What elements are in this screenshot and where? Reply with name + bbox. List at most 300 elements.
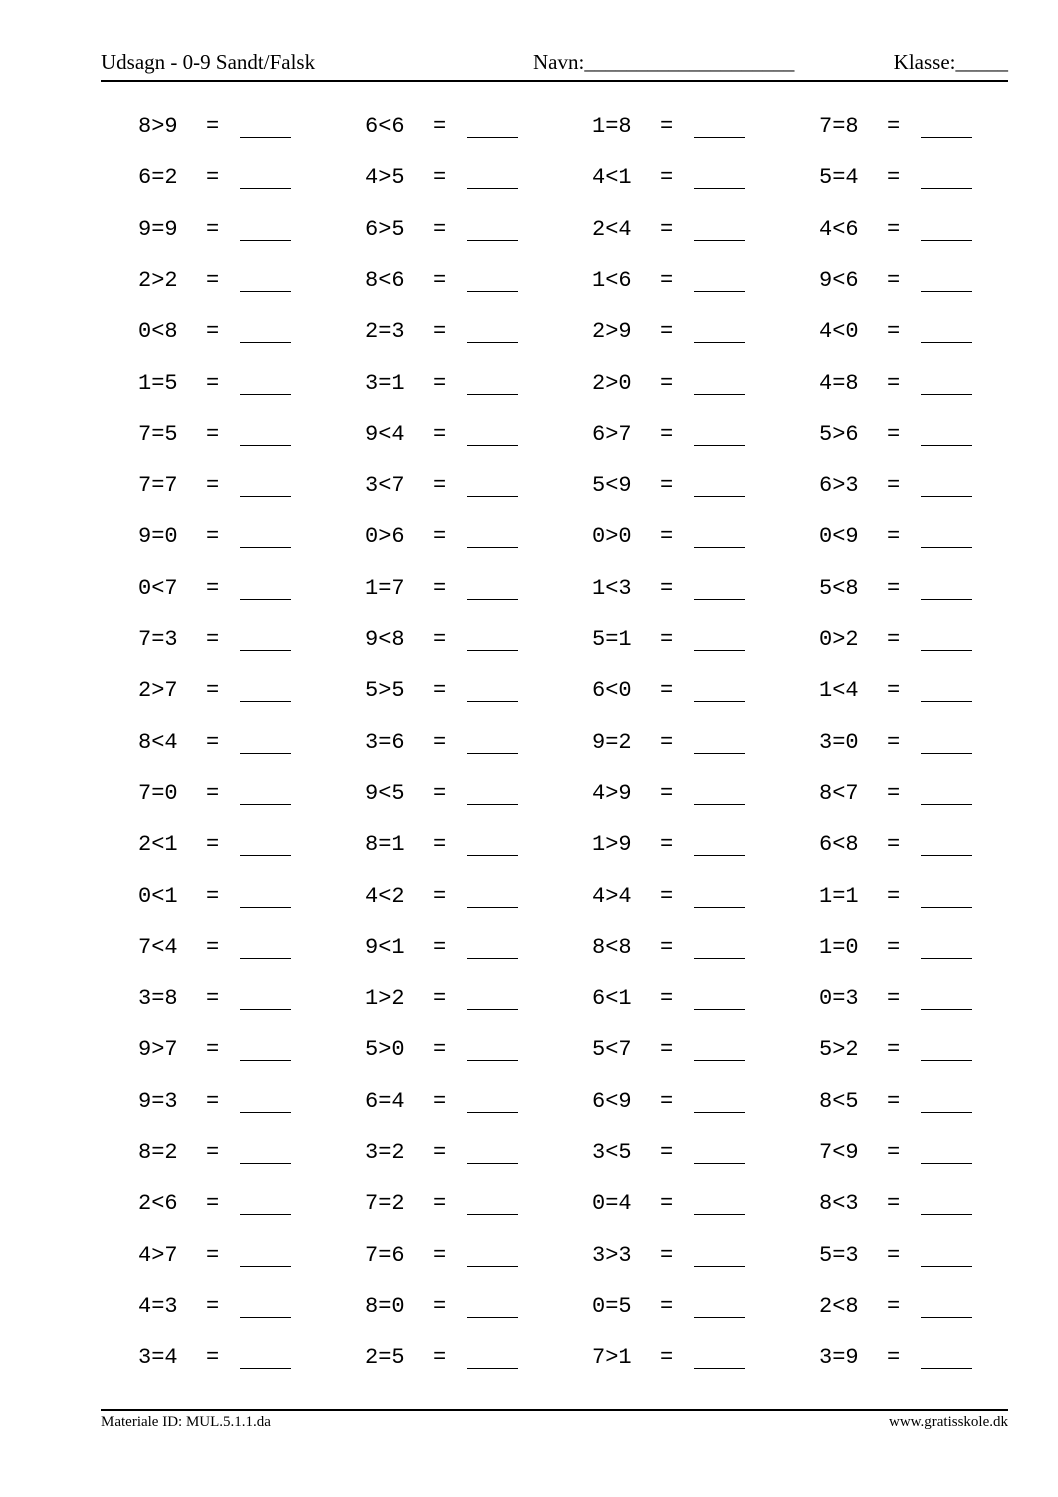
exercise-item <box>365 1338 575 1378</box>
statement: 6>5 <box>365 216 405 242</box>
statement: 5>5 <box>365 678 405 704</box>
equals-sign: = <box>206 524 220 550</box>
exercise-item <box>138 1133 348 1173</box>
exercise-item <box>138 261 348 301</box>
statement: 6=2 <box>138 165 178 191</box>
statement: 9<8 <box>365 627 405 652</box>
answer-blank <box>467 958 518 959</box>
exercise-row <box>138 825 998 865</box>
answer-blank <box>921 753 972 754</box>
exercise-item <box>592 312 802 352</box>
statement: 5<9 <box>592 473 632 499</box>
statement: 1>9 <box>592 832 632 858</box>
answer-blank <box>921 1368 972 1369</box>
equals-sign: = <box>206 370 220 396</box>
exercise-item <box>592 1236 802 1276</box>
statement: 7=6 <box>365 1242 405 1268</box>
exercise-item <box>819 620 1029 660</box>
statement: 3<5 <box>592 1140 632 1165</box>
exercise-item <box>592 569 802 609</box>
equals-sign: = <box>887 1191 901 1217</box>
answer-blank <box>694 496 745 497</box>
answer-blank <box>467 291 518 292</box>
exercise-item <box>592 158 802 198</box>
equals-sign: = <box>887 473 901 499</box>
answer-blank <box>694 753 745 754</box>
statement: 2=5 <box>365 1345 405 1371</box>
statement: 7=3 <box>138 627 178 652</box>
statement: 8>9 <box>138 114 178 139</box>
equals-sign: = <box>660 1140 674 1165</box>
answer-blank <box>921 855 972 856</box>
statement: 9=0 <box>138 524 178 550</box>
statement: 8<3 <box>819 1191 859 1217</box>
exercise-item <box>819 210 1029 250</box>
exercise-item <box>365 466 575 506</box>
answer-blank <box>240 1112 291 1113</box>
statement: 6<8 <box>819 832 859 858</box>
equals-sign: = <box>206 1037 220 1063</box>
equals-sign: = <box>887 1037 901 1063</box>
statement: 8=0 <box>365 1293 405 1319</box>
statement: 1<3 <box>592 575 632 601</box>
equals-sign: = <box>206 421 220 447</box>
exercise-item <box>819 979 1029 1019</box>
exercise-item <box>365 158 575 198</box>
header-divider <box>101 80 1008 82</box>
statement: 7<4 <box>138 934 178 960</box>
answer-blank <box>921 547 972 548</box>
statement: 3=0 <box>819 729 859 755</box>
exercise-item <box>592 877 802 917</box>
answer-blank <box>694 1266 745 1267</box>
exercise-row <box>138 1338 998 1378</box>
equals-sign: = <box>887 934 901 960</box>
answer-blank <box>694 1368 745 1369</box>
exercise-item <box>138 774 348 814</box>
equals-sign: = <box>887 883 901 909</box>
answer-blank <box>467 1163 518 1164</box>
exercise-item <box>819 158 1029 198</box>
answer-blank <box>921 445 972 446</box>
answer-blank <box>240 445 291 446</box>
exercise-item <box>365 620 575 660</box>
equals-sign: = <box>660 575 674 601</box>
answer-blank <box>921 1009 972 1010</box>
exercise-item <box>592 620 802 660</box>
statement: 9<6 <box>819 267 859 293</box>
exercise-item <box>365 1184 575 1224</box>
exercise-item <box>138 1338 348 1378</box>
answer-blank <box>467 1060 518 1061</box>
equals-sign: = <box>660 780 674 806</box>
exercise-row <box>138 928 998 968</box>
answer-blank <box>921 1112 972 1113</box>
equals-sign: = <box>433 934 447 960</box>
answer-blank <box>921 342 972 343</box>
equals-sign: = <box>433 1140 447 1165</box>
statement: 8<4 <box>138 729 178 755</box>
worksheet-header <box>101 46 1008 80</box>
statement: 4=8 <box>819 370 859 396</box>
statement: 0=3 <box>819 986 859 1012</box>
statement: 6=4 <box>365 1088 405 1114</box>
statement: 6>3 <box>819 473 859 499</box>
equals-sign: = <box>206 1088 220 1114</box>
answer-blank <box>694 445 745 446</box>
answer-blank <box>694 240 745 241</box>
equals-sign: = <box>433 421 447 447</box>
answer-blank <box>921 1163 972 1164</box>
exercise-item <box>819 1133 1029 1173</box>
exercise-item <box>819 877 1029 917</box>
exercise-item <box>592 466 802 506</box>
exercise-row <box>138 466 998 506</box>
exercise-row <box>138 723 998 763</box>
answer-blank <box>694 1214 745 1215</box>
answer-blank <box>467 1317 518 1318</box>
statement: 2<4 <box>592 216 632 242</box>
answer-blank <box>240 1317 291 1318</box>
equals-sign: = <box>433 1293 447 1319</box>
exercise-item <box>138 671 348 711</box>
statement: 2=3 <box>365 319 405 345</box>
statement: 3<7 <box>365 473 405 499</box>
statement: 4>4 <box>592 883 632 909</box>
statement: 8<5 <box>819 1088 859 1114</box>
equals-sign: = <box>887 729 901 755</box>
answer-blank <box>921 599 972 600</box>
equals-sign: = <box>433 1191 447 1217</box>
equals-sign: = <box>433 678 447 704</box>
answer-blank <box>240 1163 291 1164</box>
answer-blank <box>694 958 745 959</box>
exercise-row <box>138 1030 998 1070</box>
equals-sign: = <box>433 1345 447 1371</box>
equals-sign: = <box>887 319 901 345</box>
statement: 6<9 <box>592 1088 632 1114</box>
answer-blank <box>240 753 291 754</box>
answer-blank <box>921 650 972 651</box>
exercise-item <box>819 415 1029 455</box>
exercise-item <box>138 928 348 968</box>
equals-sign: = <box>887 678 901 704</box>
exercise-item <box>138 107 348 147</box>
answer-blank <box>694 804 745 805</box>
statement: 0=5 <box>592 1293 632 1319</box>
exercise-item <box>365 1133 575 1173</box>
exercise-item <box>365 415 575 455</box>
exercise-item <box>138 1184 348 1224</box>
statement: 7=0 <box>138 780 178 806</box>
answer-blank <box>240 958 291 959</box>
statement: 7=5 <box>138 421 178 447</box>
answer-blank <box>240 650 291 651</box>
equals-sign: = <box>660 1037 674 1063</box>
answer-blank <box>240 855 291 856</box>
statement: 7<9 <box>819 1140 859 1165</box>
answer-blank <box>467 342 518 343</box>
statement: 5=3 <box>819 1242 859 1268</box>
exercise-item <box>592 210 802 250</box>
exercise-row <box>138 1236 998 1276</box>
exercise-row <box>138 1184 998 1224</box>
statement: 1=0 <box>819 934 859 960</box>
statement: 4=3 <box>138 1293 178 1319</box>
answer-blank <box>240 1214 291 1215</box>
answer-blank <box>240 188 291 189</box>
exercise-item <box>592 364 802 404</box>
equals-sign: = <box>206 934 220 960</box>
exercise-row <box>138 312 998 352</box>
equals-sign: = <box>887 267 901 293</box>
equals-sign: = <box>887 114 901 139</box>
answer-blank <box>921 1060 972 1061</box>
equals-sign: = <box>433 1242 447 1268</box>
exercise-item <box>592 928 802 968</box>
statement: 8<8 <box>592 934 632 960</box>
exercise-item <box>819 723 1029 763</box>
exercise-item <box>819 1236 1029 1276</box>
exercise-row <box>138 620 998 660</box>
equals-sign: = <box>433 883 447 909</box>
equals-sign: = <box>660 1345 674 1371</box>
exercise-item <box>592 261 802 301</box>
answer-blank <box>921 1266 972 1267</box>
statement: 2>2 <box>138 267 178 293</box>
exercise-item <box>138 210 348 250</box>
answer-blank <box>921 394 972 395</box>
exercise-item <box>819 466 1029 506</box>
equals-sign: = <box>206 216 220 242</box>
statement: 8<7 <box>819 780 859 806</box>
exercise-item <box>138 158 348 198</box>
equals-sign: = <box>660 678 674 704</box>
statement: 2<1 <box>138 832 178 858</box>
answer-blank <box>467 907 518 908</box>
answer-blank <box>467 445 518 446</box>
statement: 4>7 <box>138 1242 178 1268</box>
exercise-item <box>365 569 575 609</box>
equals-sign: = <box>887 575 901 601</box>
answer-blank <box>694 394 745 395</box>
exercise-item <box>138 312 348 352</box>
statement: 5=4 <box>819 165 859 191</box>
exercise-item <box>365 517 575 557</box>
answer-blank <box>694 1009 745 1010</box>
answer-blank <box>240 701 291 702</box>
answer-blank <box>467 701 518 702</box>
exercise-row <box>138 979 998 1019</box>
equals-sign: = <box>433 319 447 345</box>
exercise-item <box>138 620 348 660</box>
equals-sign: = <box>887 1242 901 1268</box>
statement: 8<6 <box>365 267 405 293</box>
statement: 6<1 <box>592 986 632 1012</box>
exercise-item <box>138 364 348 404</box>
answer-blank <box>467 1112 518 1113</box>
equals-sign: = <box>433 575 447 601</box>
answer-blank <box>467 137 518 138</box>
exercise-row <box>138 1287 998 1327</box>
equals-sign: = <box>887 986 901 1012</box>
exercise-item <box>819 261 1029 301</box>
statement: 2<6 <box>138 1191 178 1217</box>
equals-sign: = <box>660 370 674 396</box>
exercise-item <box>138 415 348 455</box>
answer-blank <box>467 1368 518 1369</box>
answer-blank <box>467 804 518 805</box>
exercise-row <box>138 158 998 198</box>
statement: 0>6 <box>365 524 405 550</box>
exercise-row <box>138 774 998 814</box>
exercise-item <box>819 1082 1029 1122</box>
statement: 1=8 <box>592 114 632 139</box>
equals-sign: = <box>660 216 674 242</box>
exercise-item <box>819 364 1029 404</box>
equals-sign: = <box>887 780 901 806</box>
answer-blank <box>240 137 291 138</box>
exercise-item <box>365 312 575 352</box>
statement: 1<6 <box>592 267 632 293</box>
equals-sign: = <box>433 832 447 858</box>
exercise-item <box>592 1184 802 1224</box>
equals-sign: = <box>887 165 901 191</box>
answer-blank <box>694 1163 745 1164</box>
statement: 9=3 <box>138 1088 178 1114</box>
material-id: Materiale ID: MUL.5.1.1.da <box>101 1414 271 1430</box>
equals-sign: = <box>887 1293 901 1319</box>
equals-sign: = <box>660 883 674 909</box>
exercise-item <box>138 569 348 609</box>
statement: 3=4 <box>138 1345 178 1371</box>
exercise-item <box>819 1030 1029 1070</box>
answer-blank <box>240 1368 291 1369</box>
exercise-item <box>592 774 802 814</box>
answer-blank <box>921 291 972 292</box>
exercise-row <box>138 364 998 404</box>
equals-sign: = <box>206 678 220 704</box>
equals-sign: = <box>433 165 447 191</box>
exercise-item <box>138 1030 348 1070</box>
exercise-item <box>819 312 1029 352</box>
answer-blank <box>240 394 291 395</box>
statement: 9<1 <box>365 934 405 960</box>
exercise-item <box>138 517 348 557</box>
exercise-item <box>138 979 348 1019</box>
statement: 1=1 <box>819 883 859 909</box>
exercise-item <box>819 517 1029 557</box>
equals-sign: = <box>433 370 447 396</box>
statement: 7>1 <box>592 1345 632 1371</box>
equals-sign: = <box>206 165 220 191</box>
equals-sign: = <box>660 114 674 139</box>
equals-sign: = <box>433 729 447 755</box>
equals-sign: = <box>206 575 220 601</box>
statement: 3=1 <box>365 370 405 396</box>
answer-blank <box>694 1112 745 1113</box>
equals-sign: = <box>206 1191 220 1217</box>
answer-blank <box>240 1266 291 1267</box>
exercise-item <box>592 979 802 1019</box>
statement: 3>3 <box>592 1242 632 1268</box>
answer-blank <box>467 547 518 548</box>
statement: 0<9 <box>819 524 859 550</box>
equals-sign: = <box>206 780 220 806</box>
answer-blank <box>467 650 518 651</box>
exercise-item <box>592 517 802 557</box>
equals-sign: = <box>206 729 220 755</box>
statement: 4<0 <box>819 319 859 345</box>
equals-sign: = <box>206 1345 220 1371</box>
answer-blank <box>467 1214 518 1215</box>
exercise-item <box>138 877 348 917</box>
exercise-item <box>819 1184 1029 1224</box>
exercise-item <box>365 1236 575 1276</box>
answer-blank <box>921 701 972 702</box>
answer-blank <box>467 1266 518 1267</box>
statement: 2>7 <box>138 678 178 704</box>
answer-blank <box>467 1009 518 1010</box>
equals-sign: = <box>206 1140 220 1165</box>
equals-sign: = <box>206 114 220 139</box>
exercise-item <box>138 466 348 506</box>
exercise-item <box>365 825 575 865</box>
statement: 7=7 <box>138 473 178 499</box>
equals-sign: = <box>887 370 901 396</box>
exercise-item <box>365 877 575 917</box>
footer-divider <box>101 1409 1008 1411</box>
equals-sign: = <box>887 1088 901 1114</box>
answer-blank <box>467 240 518 241</box>
statement: 5>6 <box>819 421 859 447</box>
answer-blank <box>921 240 972 241</box>
exercise-item <box>138 1236 348 1276</box>
exercise-item <box>365 979 575 1019</box>
statement: 0=4 <box>592 1191 632 1217</box>
statement: 3=2 <box>365 1140 405 1165</box>
exercise-row <box>138 1082 998 1122</box>
statement: 2>0 <box>592 370 632 396</box>
statement: 6>7 <box>592 421 632 447</box>
equals-sign: = <box>887 421 901 447</box>
exercise-item <box>819 1287 1029 1327</box>
exercise-item <box>592 1030 802 1070</box>
exercise-item <box>365 723 575 763</box>
answer-blank <box>240 804 291 805</box>
equals-sign: = <box>660 1088 674 1114</box>
exercise-item <box>592 1082 802 1122</box>
statement: 1<4 <box>819 678 859 704</box>
equals-sign: = <box>660 165 674 191</box>
exercise-item <box>138 825 348 865</box>
answer-blank <box>467 188 518 189</box>
statement: 0>0 <box>592 524 632 550</box>
answer-blank <box>240 599 291 600</box>
equals-sign: = <box>206 267 220 293</box>
answer-blank <box>694 137 745 138</box>
statement: 7=8 <box>819 114 859 139</box>
answer-blank <box>921 1317 972 1318</box>
equals-sign: = <box>887 627 901 652</box>
equals-sign: = <box>206 319 220 345</box>
statement: 5>2 <box>819 1037 859 1063</box>
statement: 3=8 <box>138 986 178 1012</box>
answer-blank <box>240 1060 291 1061</box>
statement: 0>2 <box>819 627 859 652</box>
statement: 4>9 <box>592 780 632 806</box>
statement: 5>0 <box>365 1037 405 1063</box>
